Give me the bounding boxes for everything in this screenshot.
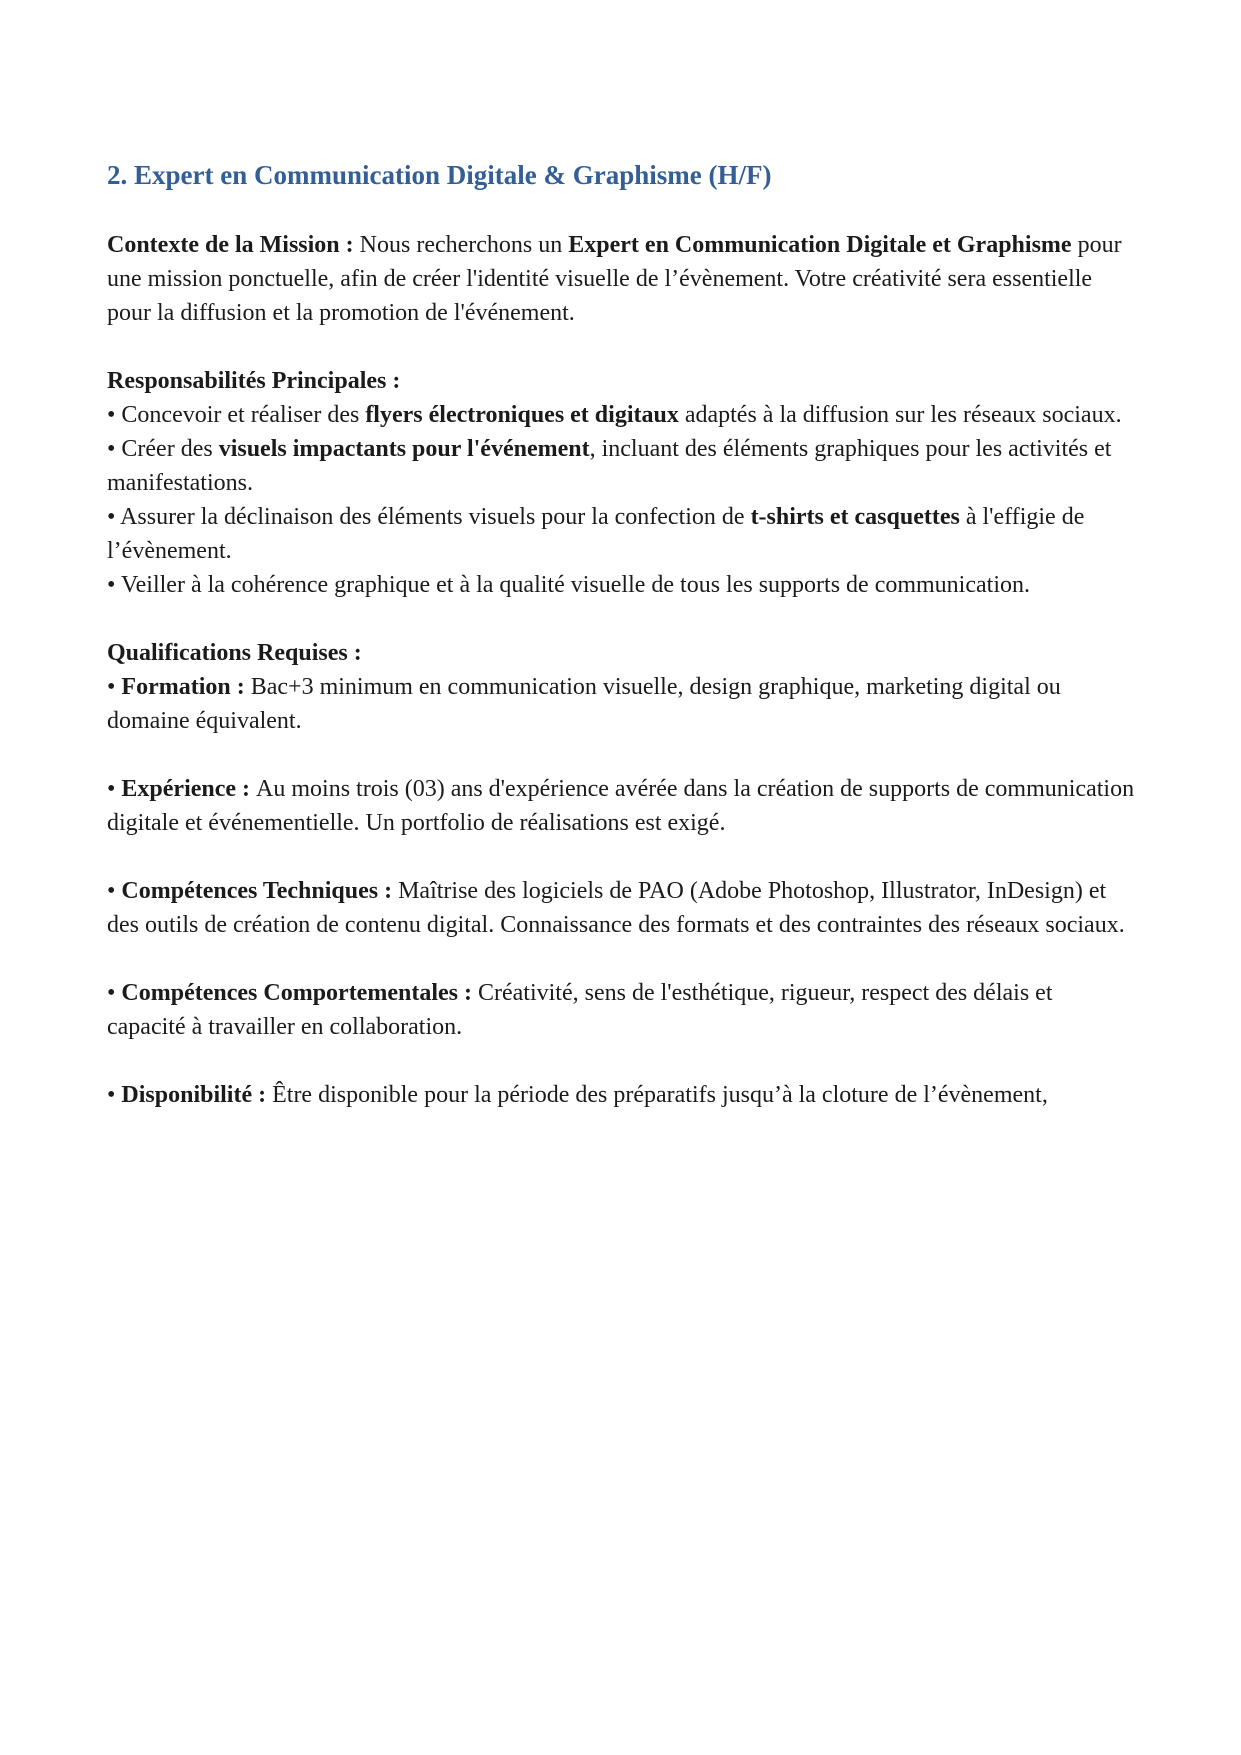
text-run: Créativité, sens de l'esthétique, rigueur, respect des délais et capacité à travailler en collaboration. bbox=[107, 980, 1053, 1040]
bold-text-run: Compétences Techniques : bbox=[121, 878, 399, 904]
paragraph bbox=[107, 500, 1137, 568]
paragraph bbox=[107, 228, 1137, 330]
paragraph bbox=[107, 432, 1137, 500]
bold-text-run: Compétences Comportementales : bbox=[121, 980, 478, 1006]
text-run: Maîtrise des logiciels de PAO (Adobe Photoshop, Illustrator, InDesign) et des outils de création de contenu digital. Connaissance des formats et des contraintes des réseaux sociaux. bbox=[107, 878, 1125, 938]
paragraph bbox=[107, 874, 1137, 942]
paragraph bbox=[107, 670, 1137, 738]
text-run: Être disponible pour la période des préparatifs jusqu’à la cloture de l’évènement, bbox=[272, 1082, 1048, 1108]
bold-text-run: Formation : bbox=[121, 674, 251, 700]
paragraph bbox=[107, 976, 1137, 1044]
bold-text-run: visuels impactants pour l'événement bbox=[218, 436, 590, 462]
text-run: à l'effigie de l’évènement. bbox=[107, 504, 1085, 564]
paragraph bbox=[107, 364, 1137, 398]
paragraph-gap bbox=[107, 1044, 1137, 1078]
paragraph-gap bbox=[107, 738, 1137, 772]
text-run: , incluant des éléments graphiques pour les activités et manifestations. bbox=[107, 436, 1112, 496]
text-run: pour une mission ponctuelle, afin de créer l'identité visuelle de l’évènement. Votre créativité sera essentielle pour la diffusion et la promotion de l'événement. bbox=[107, 232, 1122, 326]
bold-text-run: Disponibilité : bbox=[121, 1082, 273, 1108]
text-run: adaptés à la diffusion sur les réseaux sociaux. bbox=[678, 402, 1122, 428]
paragraph-gap bbox=[107, 840, 1137, 874]
section-title: 2. Expert en Communication Digitale & Graphisme (H/F) bbox=[107, 160, 772, 190]
text-run: Au moins trois (03) ans d'expérience avérée dans la création de supports de communication digitale et événementielle. Un portfolio de réalisations est exigé. bbox=[107, 776, 1135, 836]
text-run: • Concevoir et réaliser des bbox=[107, 402, 366, 428]
bold-text-run: Responsabilités Principales : bbox=[107, 368, 401, 394]
text-run: Bac+3 minimum en communication visuelle, design graphique, marketing digital ou domaine équivalent. bbox=[107, 674, 1061, 734]
paragraph-gap bbox=[107, 602, 1137, 636]
paragraph bbox=[107, 1078, 1137, 1112]
bold-text-run: Expert en Communication Digitale et Graphisme bbox=[568, 232, 1078, 258]
text-run: • bbox=[107, 1082, 122, 1108]
bold-text-run: flyers électroniques et digitaux bbox=[365, 402, 679, 428]
bold-text-run: Contexte de la Mission : bbox=[107, 232, 360, 258]
text-run: • Créer des bbox=[107, 436, 219, 462]
text-run: • bbox=[107, 980, 122, 1006]
text-run: • Veiller à la cohérence graphique et à la qualité visuelle de tous les supports de communication. bbox=[107, 572, 1030, 598]
text-run: • Assurer la déclinaison des éléments visuels pour la confection de bbox=[107, 504, 751, 530]
document-body bbox=[107, 228, 1137, 1112]
text-run: • bbox=[107, 878, 122, 904]
paragraph-gap bbox=[107, 942, 1137, 976]
bold-text-run: Qualifications Requises : bbox=[107, 640, 362, 666]
paragraph bbox=[107, 772, 1137, 840]
text-run: • bbox=[107, 674, 122, 700]
bold-text-run: t-shirts et casquettes bbox=[750, 504, 960, 530]
paragraph-gap bbox=[107, 330, 1137, 364]
bold-text-run: Expérience : bbox=[121, 776, 257, 802]
paragraph bbox=[107, 398, 1137, 432]
paragraph bbox=[107, 568, 1137, 602]
text-run: • bbox=[107, 776, 122, 802]
text-run: Nous recherchons un bbox=[359, 232, 569, 258]
paragraph bbox=[107, 636, 1137, 670]
